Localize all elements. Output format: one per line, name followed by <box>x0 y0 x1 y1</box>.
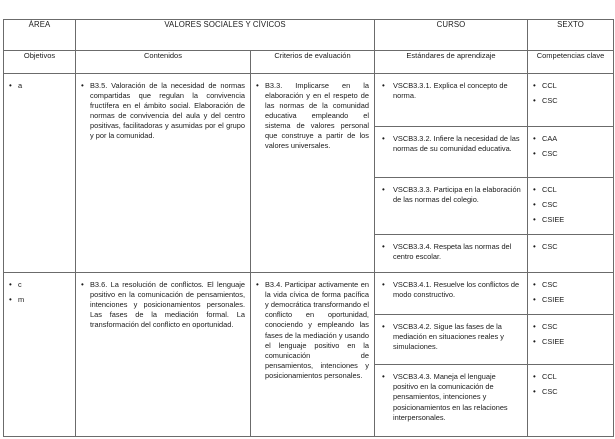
objective-item: • a <box>9 81 70 91</box>
competences-cell <box>528 127 614 178</box>
standard-text: • VSCB3.3.1. Explica el concepto de norma. <box>380 81 522 101</box>
competence-item: • CSC <box>533 280 608 290</box>
standard-text: • VSCB3.3.2. Infiere la necesidad de las normas de su comunidad educativa. <box>380 134 522 154</box>
criteria-header: Criterios de evaluación <box>251 51 375 74</box>
table-row <box>4 74 614 127</box>
standard-cell <box>375 74 528 127</box>
competence-item: • CSC <box>533 242 608 252</box>
competence-item: • CSC <box>533 96 608 106</box>
objectives-cell <box>4 273 76 437</box>
competence-item: • CCL <box>533 185 608 195</box>
content-text: • B3.6. La resolución de conflictos. El lenguaje positivo en la comunicación de pensamientos, intenciones y posicionamientos personales. Las fases de la mediación formal. La transformación del conflicto en oportunidad. <box>81 280 245 330</box>
standard-text: • VSCB3.4.2. Sigue las fases de la mediación en situaciones reales y simulaciones. <box>380 322 522 352</box>
course-value: SEXTO <box>528 20 614 51</box>
competence-item: • CSC <box>533 322 608 332</box>
competence-item: • CSIEE <box>533 215 608 225</box>
standard-text: • VSCB3.4.3. Maneja el lenguaje positivo en la comunicación de pensamientos, intenciones y posicionamientos en las relaciones interpersonales. <box>380 372 522 422</box>
standards-header: Estándares de aprendizaje <box>375 51 528 74</box>
contents-header: Contenidos <box>76 51 251 74</box>
objectives-cell <box>4 74 76 273</box>
competences-cell <box>528 273 614 315</box>
standard-cell <box>375 365 528 437</box>
column-header-row <box>4 51 614 74</box>
standard-cell <box>375 178 528 235</box>
standard-text: • VSCB3.3.3. Participa en la elaboración de las normas del colegio. <box>380 185 522 205</box>
competences-cell <box>528 365 614 437</box>
competence-item: • CSC <box>533 149 608 159</box>
content-cell <box>76 273 251 437</box>
competences-header: Competencias clave <box>528 51 614 74</box>
competences-cell <box>528 74 614 127</box>
competences-cell <box>528 178 614 235</box>
standard-text: • VSCB3.3.4. Respeta las normas del centro escolar. <box>380 242 522 262</box>
competence-item: • CCL <box>533 81 608 91</box>
content-text: • B3.5. Valoración de la necesidad de normas compartidas que regulan la convivencia fructífera en el ámbito social. Elaboración de normas de convivencia del aula y del centro positivas, facilitadoras y asumidas por el grupo y por la comunidad. <box>81 81 245 141</box>
standard-cell <box>375 315 528 365</box>
header-row <box>4 20 614 51</box>
curriculum-table <box>3 19 614 437</box>
criterion-text: • B3.3. Implicarse en la elaboración y en el respeto de las normas de la comunidad educativa empleando el sistema de valores personal que construye a partir de los valores universales. <box>256 81 369 151</box>
criterion-cell <box>251 273 375 437</box>
competence-item: • CSC <box>533 387 608 397</box>
competences-cell <box>528 315 614 365</box>
objective-item: • c <box>9 280 70 290</box>
standard-cell <box>375 273 528 315</box>
objectives-header: Objetivos <box>4 51 76 74</box>
course-label: CURSO <box>375 20 528 51</box>
standard-text: • VSCB3.4.1. Resuelve los conflictos de modo constructivo. <box>380 280 522 300</box>
criterion-text: • B3.4. Participar activamente en la vida cívica de forma pacífica y democrática transformando el conflicto en oportunidad, conociendo y empleando las fases de la mediación y usando el lenguaje positivo en la comunicación de pensamientos, intenciones y posicionamientos personales. <box>256 280 369 381</box>
criterion-cell <box>251 74 375 273</box>
competences-cell <box>528 235 614 273</box>
subject-title: VALORES SOCIALES Y CÍVICOS <box>76 20 375 51</box>
standard-cell <box>375 235 528 273</box>
competence-item: • CCL <box>533 372 608 382</box>
standard-cell <box>375 127 528 178</box>
table-row <box>4 273 614 315</box>
area-label: ÁREA <box>4 20 76 51</box>
objective-item: • m <box>9 295 70 305</box>
competence-item: • CAA <box>533 134 608 144</box>
competence-item: • CSIEE <box>533 295 608 305</box>
content-cell <box>76 74 251 273</box>
competence-item: • CSIEE <box>533 337 608 347</box>
competence-item: • CSC <box>533 200 608 210</box>
